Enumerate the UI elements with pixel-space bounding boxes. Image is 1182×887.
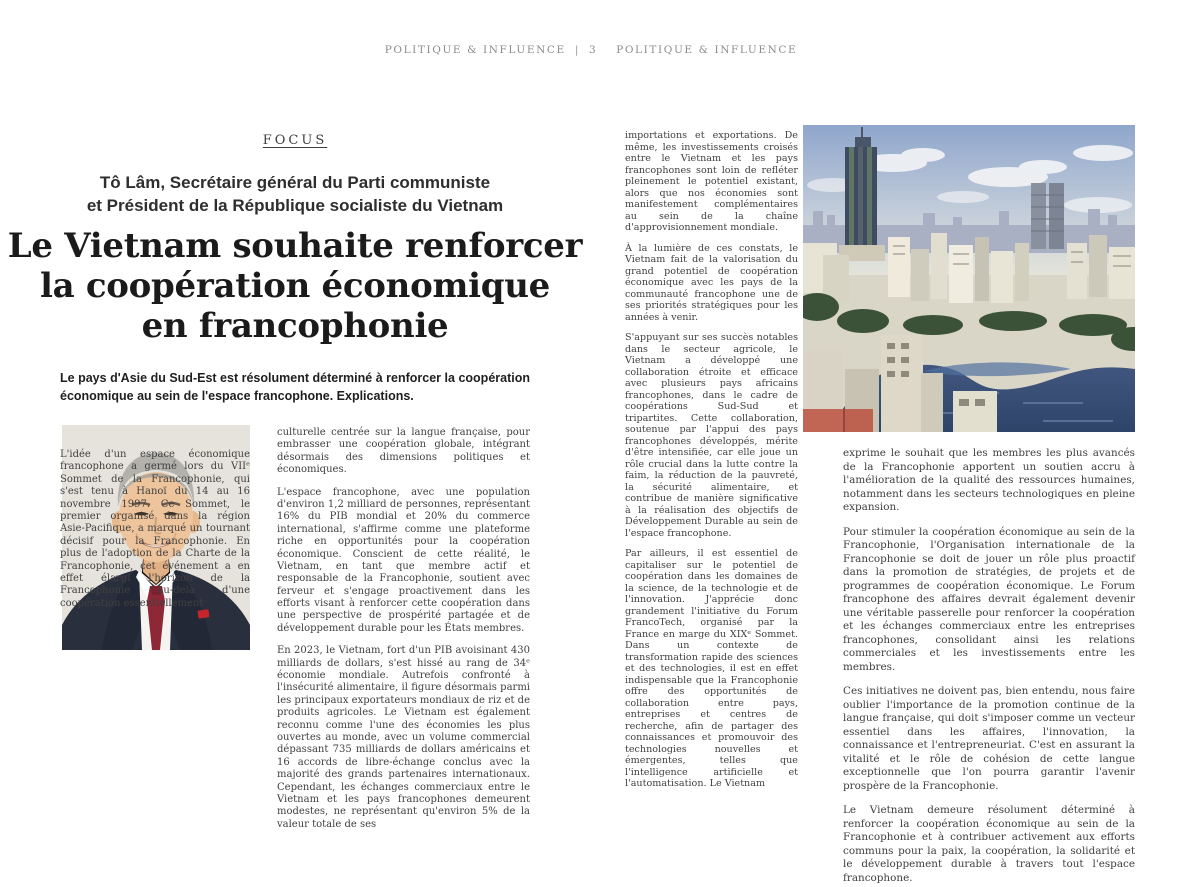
page-number: 3 xyxy=(588,44,598,56)
paragraph: S'appuyant sur ses succès notables dans le secteur agricole, le Vietnam a développé une collaboration étroite et efficace avec plusieurs pays africains francophones, dans le cadre de coopérations Sud-Sud et tripartites. Cette collaboration, soutenue par l'appui des pays francophones développés, mérite d'être intensifiée, car elle joue un rôle crucial dans la lutte contre la faim, la réduction de la pauvreté, la sécurité alimentaire, et contribue de manière significative à la réalisation des objectifs de Développement Durable au sein de l'espace francophone. xyxy=(625,332,798,539)
focus-label: FOCUS xyxy=(262,133,328,148)
paragraph: Pour stimuler la coopération économique au sein de la Francophonie, l'Organisation internationale de la Francophonie se doit de jouer un rôle plus proactif dans la promotion de stratégies, de projets et de programmes de coopération économique. Le Forum francophone des affaires devrait également devenir une véritable passerelle pour renforcer la coopération et les échanges commerciaux entre les entreprises francophones, consolidant ainsi les relations commerciales et les investissements entre les membres. xyxy=(843,525,1135,673)
headline xyxy=(0,226,590,346)
kicker-line-1: Tô Lâm, Secrétaire général du Parti communiste xyxy=(99,173,491,192)
paragraph: En 2023, le Vietnam, fort d'un PIB avoisinant 430 milliards de dollars, s'est hissé au rang de 34ᵉ économie mondiale. Autrefois confronté à l'insécurité alimentaire, il figure désormais parmi les principaux exportateurs mondiaux de riz et de produits agricoles. Le Vietnam est également reconnu comme l'une des économies les plus ouvertes au monde, avec un volume commercial dépassant 735 milliards de dollars américains et 16 accords de libre-échange conclus avec la majorité des grands partenaires internationaux. Cependant, les échanges commerciaux entre le Vietnam et les pays francophones demeurent modestes, ne représentant qu'environ 5% de la valeur totale de ses xyxy=(277,645,530,830)
headline-line-3: en francophonie xyxy=(141,306,449,347)
city-illustration xyxy=(803,125,1135,432)
column-3 xyxy=(625,130,798,790)
paragraph: Ces initiatives ne doivent pas, bien entendu, nous faire oublier l'importance de la promotion continue de la langue française, qui doit s'imposer comme un vecteur essentiel dans les affaires, l'innovation, la connaissance et l'entrepreneuriat. C'est en assurant la vitalité et le rôle de cohésion de cette langue exceptionnelle que l'on pourra garantir l'avenir prospère de la Francophonie. xyxy=(843,685,1135,792)
paragraph: Par ailleurs, il est essentiel de capitaliser sur le potentiel de coopération dans les domaines de la science, de la technologie et de l'innovation. J'apprécie donc grandement l'initiative du Forum FrancoTech, organisé par la France en marge du XIXᵉ Sommet. Dans un contexte de transformation rapide des sciences et des technologies, il est en effet indispensable que la Francophonie offre des opportunités de collaboration entre pays, entreprises et centres de recherche, afin de partager des connaissances et promouvoir des technologies nouvelles et émergentes, telles que l'intelligence artificielle et l'automatisation. Le Vietnam xyxy=(625,548,798,789)
paragraph: importations et exportations. De même, les investissements croisés entre le Vietnam et les pays francophones sont loin de refléter pleinement le potentiel existant, alors que nos économies sont manifestement complémentaires au sein de la chaîne d'approvisionnement mondiale. xyxy=(625,130,798,233)
paragraph: L'idée d'un espace économique francophone a germé lors du VIIᵉ Sommet de la Francophonie, qui s'est tenu à Hanoï du 14 au 16 novembre 1997. Ce Sommet, le premier organisé dans la région Asie-Pacifique, a marqué un tournant décisif pour la Francophonie. En plus de l'adoption de la Charte de la Francophonie, cet événement a en effet élargi l'horizon de la Francophonie au-delà d'une coopération essentiellement xyxy=(60,449,250,609)
section-label-right: POLITIQUE & INFLUENCE xyxy=(616,44,798,56)
paragraph: À la lumière de ces constats, le Vietnam fait de la valorisation du grand potentiel de coopération économique avec les pays de la communauté francophone une de ses priorités stratégiques pour les années à venir. xyxy=(625,242,798,323)
column-2 xyxy=(277,427,530,831)
paragraph: L'espace francophone, avec une population d'environ 1,2 milliard de personnes, représentant 16% du PIB mondial et 20% du commerce international, s'affirme comme une plateforme riche en opportunités pour la coopération économique. Conscient de cette réalité, le Vietnam, en tant que membre actif et responsable de la Francophonie, soutient avec ferveur et s'engage proactivement dans les efforts visant à renforcer cette coopération dans une perspective de prospérité partagée et de développement durable pour les États membres. xyxy=(277,486,530,634)
column-4 xyxy=(843,447,1135,885)
headline-line-2: la coopération économique xyxy=(40,266,550,307)
kicker xyxy=(25,172,565,218)
headline-line-1: Le Vietnam souhaite renforcer xyxy=(7,226,583,266)
paragraph: culturelle centrée sur la langue française, pour embrasser une coopération globale, intégrant désormais des dimensions politiques et économiques. xyxy=(277,427,530,476)
section-label-left: POLITIQUE & INFLUENCE xyxy=(384,44,566,56)
city-photo xyxy=(803,125,1135,432)
running-head xyxy=(0,44,1182,56)
focus-rubric xyxy=(60,133,530,148)
paragraph: exprime le souhait que les membres les plus avancés de la Francophonie apportent un soutien accru à l'amélioration de la qualité des ressources humaines, notamment dans les secteurs technologiques en pleine expansion. xyxy=(843,447,1135,514)
paragraph: Le Vietnam demeure résolument déterminé à renforcer la coopération économique au sein de la Francophonie et à contribuer activement aux efforts communs pour la paix, la coopération, la solidarité et le développement durable à travers tout l'espace francophone. xyxy=(843,804,1135,884)
lede: Le pays d'Asie du Sud-Est est résolument déterminé à renforcer la coopération économique au sein de l'espace francophone. Explications. xyxy=(60,371,530,404)
kicker-line-2: et Président de la République socialiste du Vietnam xyxy=(86,195,504,215)
header-divider: | xyxy=(574,44,580,56)
column-1 xyxy=(60,425,250,610)
